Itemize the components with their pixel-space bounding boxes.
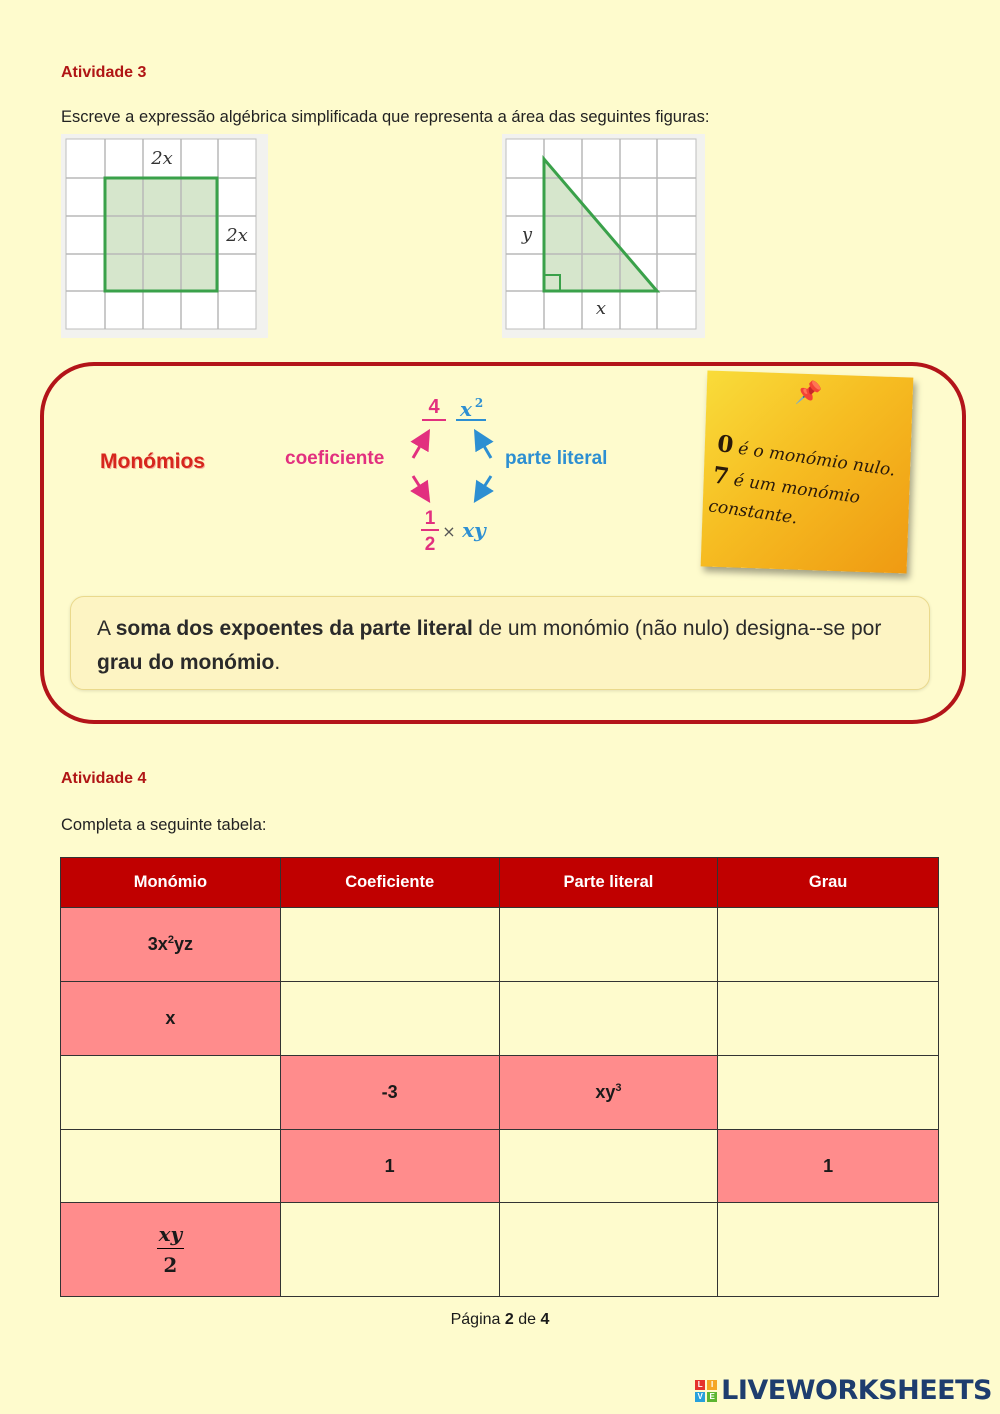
- example1-exponent: 2: [474, 396, 484, 410]
- row4-literal-input[interactable]: [499, 1130, 718, 1203]
- row3-literal-base: xy: [595, 1082, 616, 1102]
- square-side-label: 2x: [226, 225, 248, 246]
- parte-literal-label: parte literal: [505, 448, 608, 469]
- row5-denominator: 2: [163, 1253, 178, 1277]
- table-row: [61, 982, 939, 1056]
- brand-name: LIVEWORKSHEETS: [721, 1375, 992, 1406]
- table-row: [61, 1130, 939, 1203]
- header-coeficiente: Coeficiente: [280, 858, 499, 908]
- footer-total-pages: 4: [540, 1311, 550, 1328]
- triangle-base-label: x: [595, 298, 607, 319]
- monomial-table: [60, 857, 939, 1297]
- sticky-note-text: [707, 429, 902, 547]
- table-row: [61, 908, 939, 982]
- note-line2: é um monómio constante.: [707, 469, 862, 529]
- arrow-coef-bottom: [413, 476, 427, 498]
- sticky-note: [701, 370, 914, 573]
- row5-fraction: [157, 1222, 185, 1277]
- example1-literal: x: [460, 397, 472, 421]
- coeficiente-label: coeficiente: [285, 448, 385, 469]
- row4-coef: 1: [280, 1130, 499, 1203]
- definition-part2: de um monómio (não nulo) designa--se por: [472, 617, 882, 640]
- footer-mid: de: [513, 1311, 541, 1328]
- footer-page-number: 2: [504, 1311, 514, 1328]
- triangle-side-label: y: [521, 224, 533, 245]
- note-line1: é o monómio nulo.: [731, 438, 897, 481]
- note-zero: 0: [715, 429, 736, 459]
- row3-grau-input[interactable]: [718, 1056, 939, 1130]
- activity3-title: Atividade 3: [61, 64, 147, 81]
- row3-literal-exp: 3: [615, 1082, 622, 1094]
- table-row: [61, 1203, 939, 1297]
- triangle-figure: [502, 134, 705, 338]
- header-grau: Grau: [718, 858, 939, 908]
- definition-part1: A: [97, 617, 116, 640]
- example2-literal: xy: [462, 518, 486, 542]
- row2-coef-input[interactable]: [280, 982, 499, 1056]
- definition-part3: .: [274, 651, 281, 674]
- row5-coef-input[interactable]: [280, 1203, 499, 1297]
- logo-letter-e: E: [707, 1392, 717, 1402]
- activity3-instruction: Escreve a expressão algébrica simplificada que representa a área das seguintes figuras:: [61, 108, 710, 126]
- definition-bold1: soma dos expoentes da parte literal: [115, 617, 473, 640]
- row4-monomio-input[interactable]: [61, 1130, 281, 1203]
- arrows-diagram: [405, 422, 515, 512]
- row1-monomio-exp: 2: [167, 934, 174, 946]
- row1-monomio: [61, 908, 281, 982]
- logo-letter-i: I: [707, 1380, 717, 1390]
- square-top-label: 2x: [151, 148, 173, 169]
- pushpin-icon: 📌: [794, 379, 823, 406]
- table-row: [61, 1056, 939, 1130]
- definition-bold2: grau do monómio: [97, 651, 275, 674]
- row3-literal: [499, 1056, 718, 1130]
- example2-times: ×: [442, 522, 456, 541]
- monomios-title: Monómios: [100, 450, 205, 473]
- liveworksheets-brand[interactable]: [695, 1375, 992, 1406]
- activity4-title: Atividade 4: [61, 770, 147, 787]
- row2-grau-input[interactable]: [718, 982, 939, 1056]
- arrow-literal-top: [477, 434, 491, 458]
- logo-letter-v: V: [695, 1392, 705, 1402]
- row1-coef-input[interactable]: [280, 908, 499, 982]
- row1-monomio-base: 3x: [147, 934, 168, 954]
- row1-literal-input[interactable]: [499, 908, 718, 982]
- row4-grau: 1: [718, 1130, 939, 1203]
- footer-prefix: Página: [450, 1311, 505, 1328]
- row1-monomio-rest: yz: [173, 934, 193, 954]
- example1-coefficient: 4: [428, 396, 440, 418]
- row5-numerator: xy: [157, 1222, 185, 1249]
- row1-grau-input[interactable]: [718, 908, 939, 982]
- example2-numerator: 1: [424, 508, 436, 529]
- arrow-coef-top: [413, 434, 427, 458]
- table-header-row: [61, 858, 939, 908]
- logo-letter-l: L: [695, 1380, 705, 1390]
- arrow-literal-bottom: [477, 476, 491, 498]
- page-footer: [0, 1311, 1000, 1329]
- row2-monomio: x: [61, 982, 281, 1056]
- row3-monomio-input[interactable]: [61, 1056, 281, 1130]
- header-parte-literal: Parte literal: [499, 858, 718, 908]
- example-monomial-2: [420, 506, 492, 563]
- note-seven: 7: [711, 461, 731, 491]
- definition-text: [97, 612, 899, 680]
- square-figure: [61, 134, 268, 338]
- row5-literal-input[interactable]: [499, 1203, 718, 1297]
- row5-monomio: [61, 1203, 281, 1297]
- row3-coef: -3: [280, 1056, 499, 1130]
- example2-denominator: 2: [424, 534, 436, 555]
- header-monomio: Monómio: [61, 858, 281, 908]
- row5-grau-input[interactable]: [718, 1203, 939, 1297]
- row2-literal-input[interactable]: [499, 982, 718, 1056]
- liveworksheets-logo-icon: [695, 1380, 717, 1402]
- activity4-instruction: Completa a seguinte tabela:: [61, 816, 267, 834]
- definition-box: [70, 596, 930, 690]
